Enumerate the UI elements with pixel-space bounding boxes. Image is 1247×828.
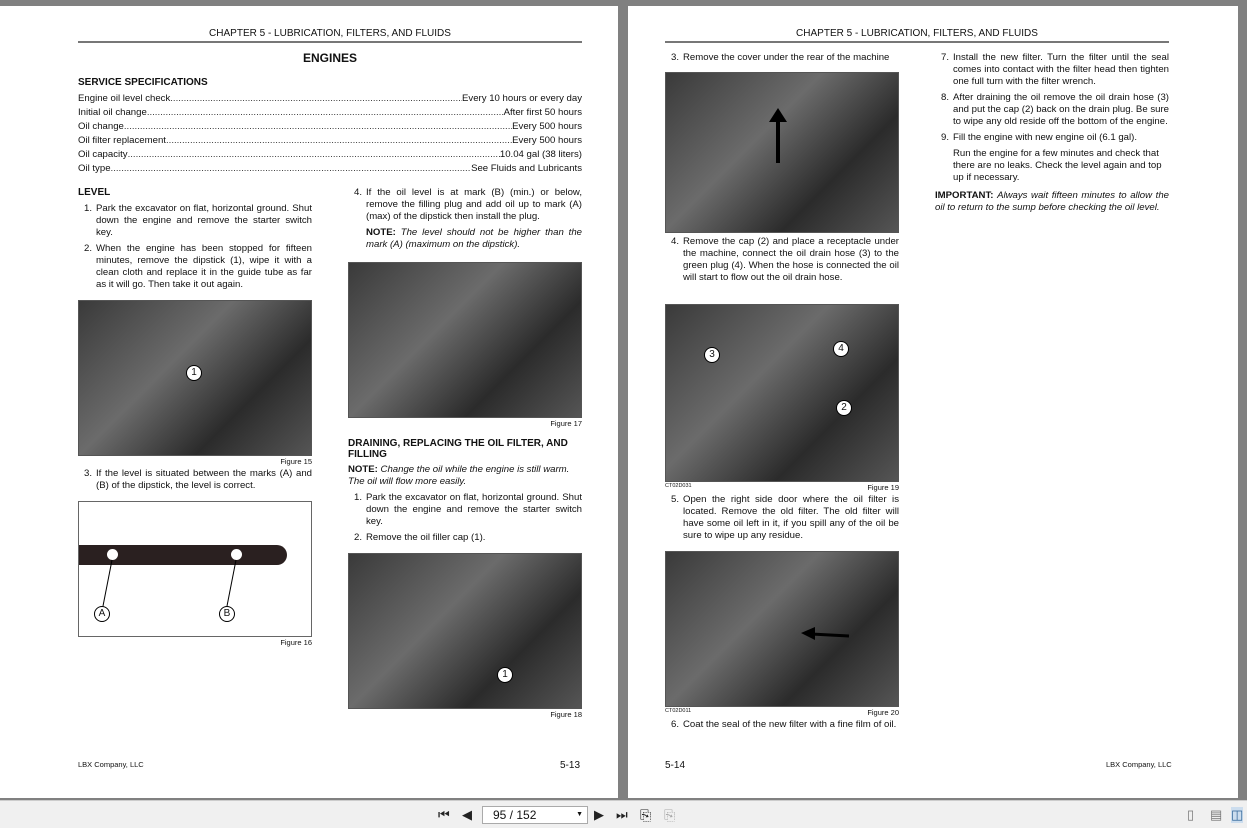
pdf-page-left: CHAPTER 5 - LUBRICATION, FILTERS, AND FLUIDS ENGINES SERVICE SPECIFICATIONS Engine oil level check ..... Every 10 hours or every day Initial oil change ..... After first 50 hours Oil change ..... Every 500 hours Oil filter replacement ..... Every 500 hours Oil capacity ..... 10.04 gal (38 liters) Oil type ..... See Fluids and Lubricants LEVEL 1. Park the excavator on flat, horizontal ground. Shut down the engine and remove the starter switch key. 2. When the engine has been stopped for fifteen minutes, remove the dipstick (1), wipe it with a clean cloth and replace it in the guide tube as far as it will go. Then take it out again. 1 Figure 15 3. If the level is situated between the marks (A) and (B) of the dipstick, the level is correct. A B Figure 16 4. If the oil level is at mark (B) (min.) or below, remove the filling plug and add oil up to mark (A) (max) of the dipstick then install the plug. NOTE: The level should not be higher than the mark (A) (maximum on the dipstick). Figure 17 DRAINING, REPLACING THE OIL FILTER, AND FILLING NOTE: Change the oil while the engine is still warm. The oil will flow more easily. 1. Park the excavator on flat, horizontal ground. Shut down the engine and remove the starter switch key. 2. Remove the oil filler cap (1). 1 Figure 18 LBX Company, LLC 5-13: [0, 6, 618, 798]
spec-row: [78, 134, 582, 148]
list-item: 3. If the level is situated between the marks (A) and (B) of the dipstick, the level is correct.: [84, 468, 312, 491]
chapter-header: CHAPTER 5 - LUBRICATION, FILTERS, AND FLUIDS: [665, 28, 1169, 43]
spec-label: Oil change: [78, 121, 124, 132]
continuous-view-icon[interactable]: ▤: [1210, 807, 1223, 822]
footer-company: LBX Company, LLC: [1106, 760, 1172, 769]
list-item: 5. Open the right side door where the oil filter is located. Remove the old filter. The old filter will have some oil left in it, if you spill any of the oil be sure to wipe up any residue.: [671, 494, 899, 541]
list-item: 3. Remove the cover under the rear of the machine: [671, 52, 890, 63]
spec-value: Every 10 hours or every day: [462, 93, 582, 104]
figure-code: CT02D031: [665, 483, 692, 489]
spec-value: After first 50 hours: [503, 107, 582, 118]
list-item: 1. Park the excavator on flat, horizontal ground. Shut down the engine and remove the starter switch key.: [354, 492, 582, 527]
two-page-view-icon[interactable]: ◫: [1231, 807, 1244, 822]
page-number: 5-14: [665, 760, 686, 771]
footer-company: LBX Company, LLC: [78, 760, 144, 769]
figure-16-dipstick-diagram: [78, 501, 312, 637]
page-number-field[interactable]: 95 / 152 ▼: [482, 806, 588, 824]
spec-row: [78, 148, 582, 162]
section-title: ENGINES: [302, 51, 357, 65]
spec-heading: SERVICE SPECIFICATIONS: [78, 77, 208, 88]
copy-page-icon[interactable]: ⎘: [640, 807, 652, 823]
callout-a: A: [94, 606, 110, 622]
figure-caption: Figure 15: [280, 457, 312, 466]
callout-3: 3: [704, 347, 720, 363]
figure-15-photo: [78, 300, 312, 456]
list-item: 8. After draining the oil remove the oil drain hose (3) and put the cap (2) back on the drain plug. Be sure to wipe any old reside off the bottom of the engine.: [941, 92, 1169, 127]
list-item: 7. Install the new filter. Turn the filter until the seal comes into contact with the filter head then tighten one full turn with the filter wrench.: [941, 52, 1169, 87]
list-item: 4. If the oil level is at mark (B) (min.) or below, remove the filling plug and add oil up to mark (A) (max) of the dipstick then install the plug.: [354, 187, 582, 222]
figure-20-photo: [665, 551, 899, 707]
list-item: 2. Remove the oil filler cap (1).: [354, 532, 486, 543]
spec-row: [78, 92, 582, 106]
figure-18-photo: [348, 553, 582, 709]
spec-value: 10.04 gal (38 liters): [499, 149, 582, 160]
figure-code: CT02D011: [665, 708, 692, 714]
chapter-header: CHAPTER 5 - LUBRICATION, FILTERS, AND FLUIDS: [78, 28, 582, 43]
list-item: 6. Coat the seal of the new filter with a fine film of oil.: [671, 719, 897, 730]
drain-heading: DRAINING, REPLACING THE OIL FILTER, AND FILLING: [348, 438, 568, 460]
figure-caption: Figure 19: [867, 483, 899, 492]
list-item: 1. Park the excavator on flat, horizontal ground. Shut down the engine and remove the starter switch key.: [84, 203, 312, 238]
previous-page-icon[interactable]: ◀: [462, 807, 472, 822]
dropdown-arrow-icon: ▼: [576, 811, 583, 818]
spec-row: [78, 106, 582, 120]
spec-value: See Fluids and Lubricants: [471, 163, 582, 174]
figure-caption: Figure 18: [550, 710, 582, 719]
page-number: 5-13: [560, 760, 581, 771]
pdf-page-right: CHAPTER 5 - LUBRICATION, FILTERS, AND FLUIDS 3. Remove the cover under the rear of the machine 4. Remove the cap (2) and place a receptacle under the machine, connect the oil drain hose (3) to the green plug (4). When the hose is connected the oil will start to flow out the oil drain hose. 3 4 2 CT02D031 Figure 19 5. Open the right side door where the oil filter is located. Remove the old filter. The old filter will have some oil left in it, if you spill any of the oil be sure to wipe up any residue. CT02D011 Figure 20 6. Coat the seal of the new filter with a fine film of oil. 7. Install the new filter. Turn the filter until the seal comes into contact with the filter head then tighten one full turn with the filter wrench. 8. After draining the oil remove the oil drain hose (3) and put the cap (2) back on the drain plug. Be sure to wipe any old reside off the bottom of the engine. 9. Fill the engine with new engine oil (6.1 gal). Run the engine for a few minutes and check that there are no leaks. Check the level again and top up if necessary. IMPORTANT: Always wait fifteen minutes to allow the oil to return to the sump before checking the oil level. 5-14 LBX Company, LLC: [628, 6, 1238, 798]
callout-1: 1: [497, 667, 513, 683]
callout-b: B: [219, 606, 235, 622]
level-heading: LEVEL: [78, 187, 111, 198]
list-item: 2. When the engine has been stopped for fifteen minutes, remove the dipstick (1), wipe it with a clean cloth and replace it in the guide tube as far as it will go. Then take it out again.: [84, 243, 312, 290]
figure-rear-cover-photo: [665, 72, 899, 233]
first-page-icon[interactable]: ⏮: [438, 807, 450, 822]
spec-table: [78, 92, 582, 176]
spec-label: Initial oil change: [78, 107, 147, 118]
spec-label: Engine oil level check: [78, 93, 171, 104]
last-page-icon[interactable]: ⏭: [616, 807, 628, 822]
spec-value: Every 500 hours: [512, 135, 582, 146]
spec-label: Oil type: [78, 163, 111, 174]
spec-label: Oil capacity: [78, 149, 128, 160]
figure-19-photo: [665, 304, 899, 482]
spec-row: [78, 162, 582, 176]
figure-caption: Figure 17: [550, 419, 582, 428]
pdf-toolbar: [0, 800, 1247, 828]
spec-label: Oil filter replacement: [78, 135, 166, 146]
list-item: 9. Fill the engine with new engine oil (6.1 gal).: [941, 132, 1137, 143]
next-page-icon[interactable]: ▶: [594, 807, 604, 822]
spec-row: [78, 120, 582, 134]
figure-caption: Figure 20: [867, 708, 899, 717]
callout-4: 4: [833, 341, 849, 357]
callout-2: 2: [836, 400, 852, 416]
figure-17-photo: [348, 262, 582, 418]
list-item: 4. Remove the cap (2) and place a receptacle under the machine, connect the oil drain hose (3) to the green plug (4). When the hose is connected the oil will start to flow out the oil drain hose.: [671, 236, 899, 283]
single-page-view-icon[interactable]: ▯: [1187, 807, 1195, 822]
paste-page-icon[interactable]: ⎘: [664, 807, 676, 823]
spec-value: Every 500 hours: [512, 121, 582, 132]
figure-caption: Figure 16: [280, 638, 312, 647]
callout-1: 1: [186, 365, 202, 381]
